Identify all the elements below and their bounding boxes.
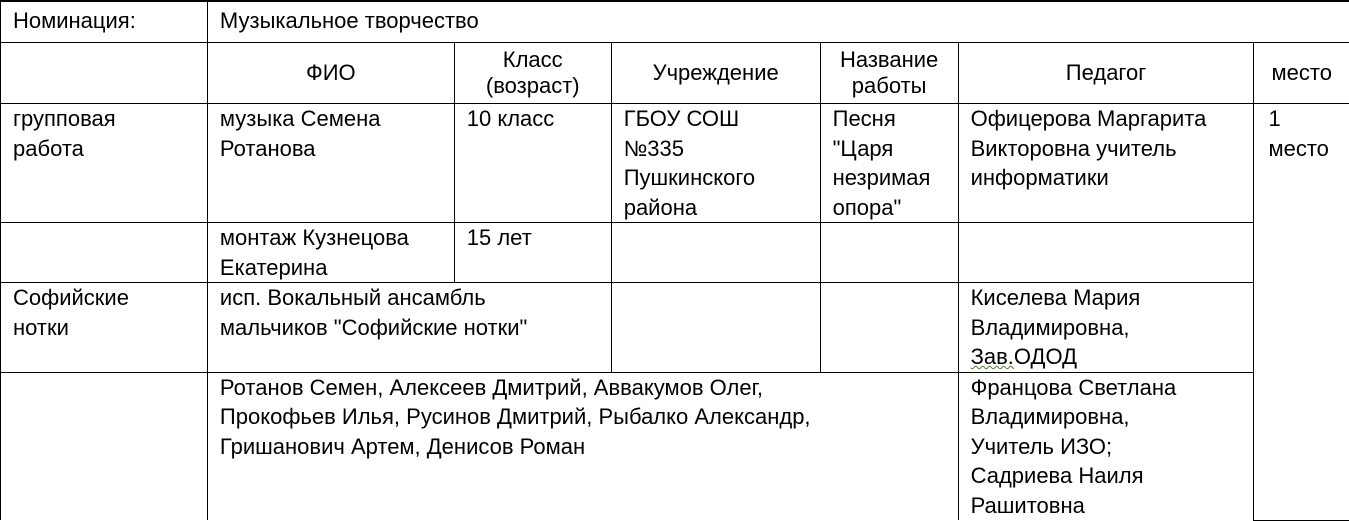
teacher-position-dept: ОДОД [1014, 344, 1077, 369]
institution-cell: ГБОУ СОШ №335 Пушкинского района [611, 104, 820, 223]
class-age-cell: 15 лет [454, 223, 611, 283]
table-row [1, 372, 1349, 520]
place-cell: 1 место [1254, 104, 1349, 521]
table-row [1, 283, 1349, 373]
teacher-cell: Францова Светлана Владимировна, Учитель ИЗО; Садриева Наиля Рашитовна [958, 372, 1254, 520]
work-title-cell [820, 283, 958, 373]
category-cell: Софийские нотки [1, 283, 208, 373]
institution-cell [611, 283, 820, 373]
category-cell: групповая работа [1, 104, 208, 223]
header-row [1, 43, 1349, 104]
header-place: место [1254, 43, 1349, 104]
nomination-row [1, 1, 1349, 43]
class-age-cell: 10 класс [454, 104, 611, 223]
teacher-cell [958, 223, 1254, 283]
header-work-title: Название работы [820, 43, 958, 104]
fio-cell: музыка Семена Ротанова [207, 104, 454, 223]
fio-cell: исп. Вокальный ансамбль мальчиков "Софийские нотки" [207, 283, 611, 373]
category-cell [1, 372, 208, 520]
table-row [1, 223, 1349, 283]
teacher-cell [958, 283, 1254, 373]
category-cell [1, 223, 208, 283]
institution-cell [611, 223, 820, 283]
teacher-position-abbr: Зав. [971, 344, 1014, 369]
nomination-label: Номинация: [1, 1, 208, 43]
header-institution: Учреждение [611, 43, 820, 104]
header-empty-cell [1, 43, 208, 104]
teacher-cell: Офицерова Маргарита Викторовна учитель информатики [958, 104, 1254, 223]
header-fio: ФИО [207, 43, 454, 104]
teacher-name: Киселева Мария Владимировна, [971, 285, 1141, 340]
work-title-cell: Песня "Царя незримая опора" [820, 104, 958, 223]
header-teacher: Педагог [958, 43, 1254, 104]
header-class-age: Класс (возраст) [454, 43, 611, 104]
table-row [1, 104, 1349, 223]
fio-cell: Ротанов Семен, Алексеев Дмитрий, Аввакумов Олег, Прокофьев Илья, Русинов Дмитрий, Рыбалко Александр, Гришанович Артем, Денисов Роман [207, 372, 958, 520]
fio-cell: монтаж Кузнецова Екатерина [207, 223, 454, 283]
work-title-cell [820, 223, 958, 283]
nomination-value: Музыкальное творчество [207, 1, 1349, 43]
